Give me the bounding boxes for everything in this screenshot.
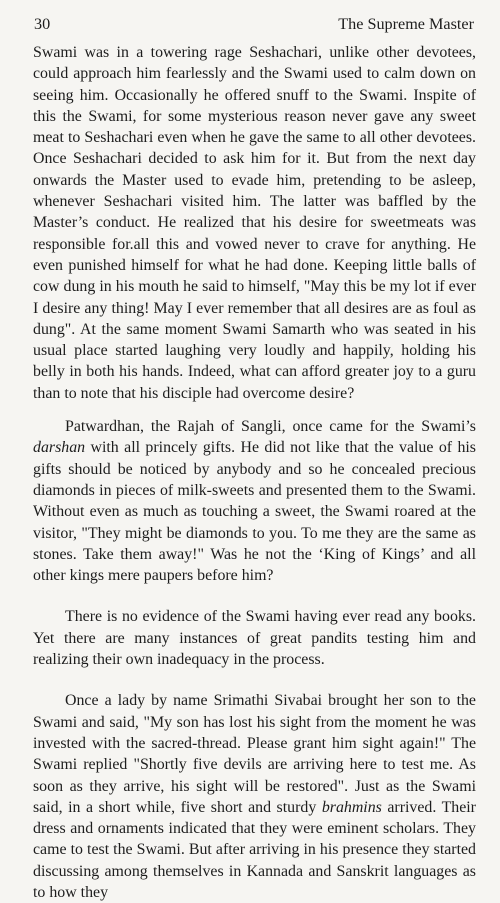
paragraph-pandits: There is no evidence of the Swami having ever read any books. Yet there are many instances of great pandits testing him and realizing their own inadequacy in the process.: [33, 608, 476, 669]
page-body: [33, 42, 476, 903]
italic-term-darshan: darshan: [33, 439, 86, 457]
paragraph-text: Once a lady by name Srimathi Sivabai brought her son to the Swami and said, "My son has lost his sight from the moment he was invested with the sacred-thread. Please grant him sight again!" The Swami replied "Shortly five devils are arriving here to test me. As soon as they arrive, his sight will be restored". Just as the Swami said, in a short while, five short and sturdy: [33, 692, 476, 816]
italic-term-brahmins: brahmins: [321, 798, 382, 816]
running-title: The Supreme Master: [338, 15, 474, 33]
page-number: 30: [34, 15, 51, 33]
paragraph-seshachari: Swami was in a towering rage Seshachari, unlike other devotees, could approach him fearlessly and the Swami used to calm down on seeing him. Occasionally he offered snuff to the Swami. Inspite of this the Swami, for some mysterious reason never gave any sweet meat to Seshachari even when he gave the same to all other devotees. Once Seshachari decided to ask him for it. But from the next day onwards the Master used to evade him, pretending to be asleep, whenever Seshachari visited him. The latter was baffled by the Master’s conduct. He realized that his desire for sweetmeats was responsible for.all this and vowed never to crave for anything. He even punished himself for what he had done. Keeping little balls of cow dung in his mouth he said to himself, "May this be my lot if ever I desire any thing! May I ever remember that all desires are as foul as dung". At the same moment Swami Samarth who was seated in his usual place started laughing very loudly and happily, holding his belly in both his hands. Indeed, what can afford greater joy to a guru than to note that his disciple had overcome desire?: [33, 44, 476, 402]
paragraph-sivabai: [33, 690, 476, 903]
paragraph-text: arrived. Their dress and ornaments indicated that they were eminent scholars. They came to test the Swami. But after arriving in his presence they started discussing among themselves in Kannada and Sanskrit languages as to how they: [33, 798, 476, 901]
page-header: [33, 14, 476, 36]
paragraph-text: Patwardhan, the Rajah of Sangli, once came for the Swami’s: [65, 418, 476, 436]
paragraph-text: with all princely gifts. He did not like that the value of his gifts should be noticed by anybody and so he concealed precious diamonds in pieces of milk-sweets and presented them to the Swami. Without even as much as touching a sweet, the Swami roared at the visitor, "They might be diamonds to you. To me they are the same as stones. Take them away!" Was he not the ‘King of Kings’ and all other kings mere paupers before him?: [33, 439, 476, 585]
paragraph-patwardhan: [33, 416, 476, 586]
